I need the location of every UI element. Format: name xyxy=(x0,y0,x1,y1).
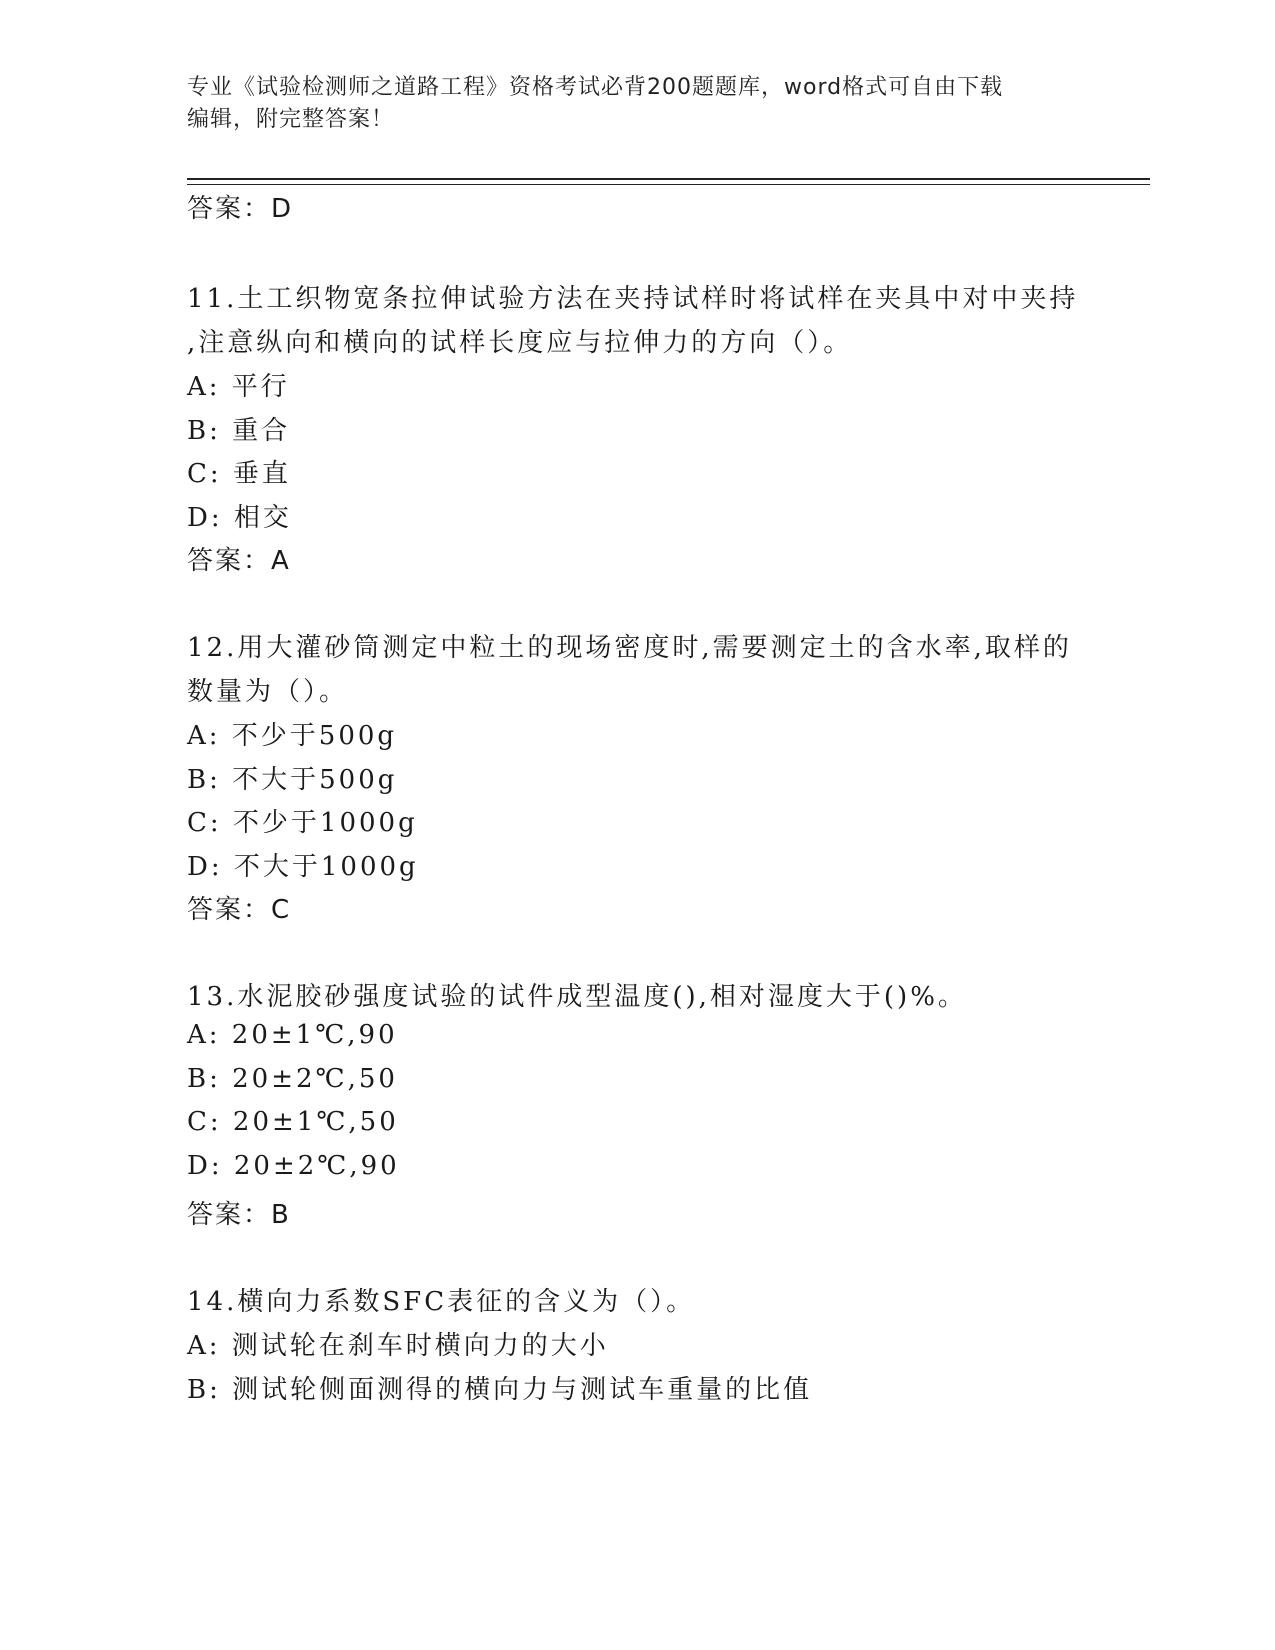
question-11-option-a: A: 平行 xyxy=(187,372,290,402)
question-11-option-d: D: 相交 xyxy=(187,503,292,533)
question-12-stem-line-1: 12.用大灌砂筒测定中粒土的现场密度时,需要测定土的含水率,取样的 xyxy=(187,633,1072,663)
header-line-1: 专业《试验检测师之道路工程》资格考试必背200题题库，word格式可自由下载 xyxy=(187,75,1004,100)
question-11-stem-line-2: ,注意纵向和横向的试样长度应与拉伸力的方向（）。 xyxy=(187,328,853,358)
question-14-stem-line-1: 14.横向力系数SFC表征的含义为（）。 xyxy=(187,1287,696,1317)
question-14-option-a: A: 测试轮在刹车时横向力的大小 xyxy=(187,1331,609,1361)
question-13-option-b: B: 20±2℃,50 xyxy=(187,1064,398,1094)
question-13-answer: 答案：B xyxy=(187,1200,291,1230)
question-12-answer: 答案：C xyxy=(187,895,292,925)
question-13-stem-line-1: 13.水泥胶砂强度试验的试件成型温度(),相对湿度大于()%。 xyxy=(187,982,967,1012)
question-11-stem-line-1: 11.土工织物宽条拉伸试验方法在夹持试样时将试样在夹具中对中夹持 xyxy=(187,284,1079,314)
answer-previous: 答案：D xyxy=(187,194,294,224)
header-divider-thick xyxy=(187,178,1150,180)
question-12-option-d: D: 不大于1000g xyxy=(187,852,419,882)
document-header xyxy=(187,72,1067,136)
question-14-option-b: B: 测试轮侧面测得的横向力与测试车重量的比值 xyxy=(187,1375,813,1405)
question-12-option-b: B: 不大于500g xyxy=(187,765,398,795)
question-13-option-a: A: 20±1℃,90 xyxy=(187,1020,398,1050)
question-11-answer: 答案：A xyxy=(187,546,291,576)
question-11-option-b: B: 重合 xyxy=(187,416,291,446)
question-12-option-c: C: 不少于1000g xyxy=(187,808,418,838)
question-11-option-c: C: 垂直 xyxy=(187,459,291,489)
header-divider-thin xyxy=(187,184,1150,185)
question-12-stem-line-2: 数量为（）。 xyxy=(187,677,349,707)
question-12-option-a: A: 不少于500g xyxy=(187,721,398,751)
question-13-option-d: D: 20±2℃,90 xyxy=(187,1151,400,1181)
question-13-option-c: C: 20±1℃,50 xyxy=(187,1107,399,1137)
header-line-2: 编辑，附完整答案！ xyxy=(187,107,395,132)
